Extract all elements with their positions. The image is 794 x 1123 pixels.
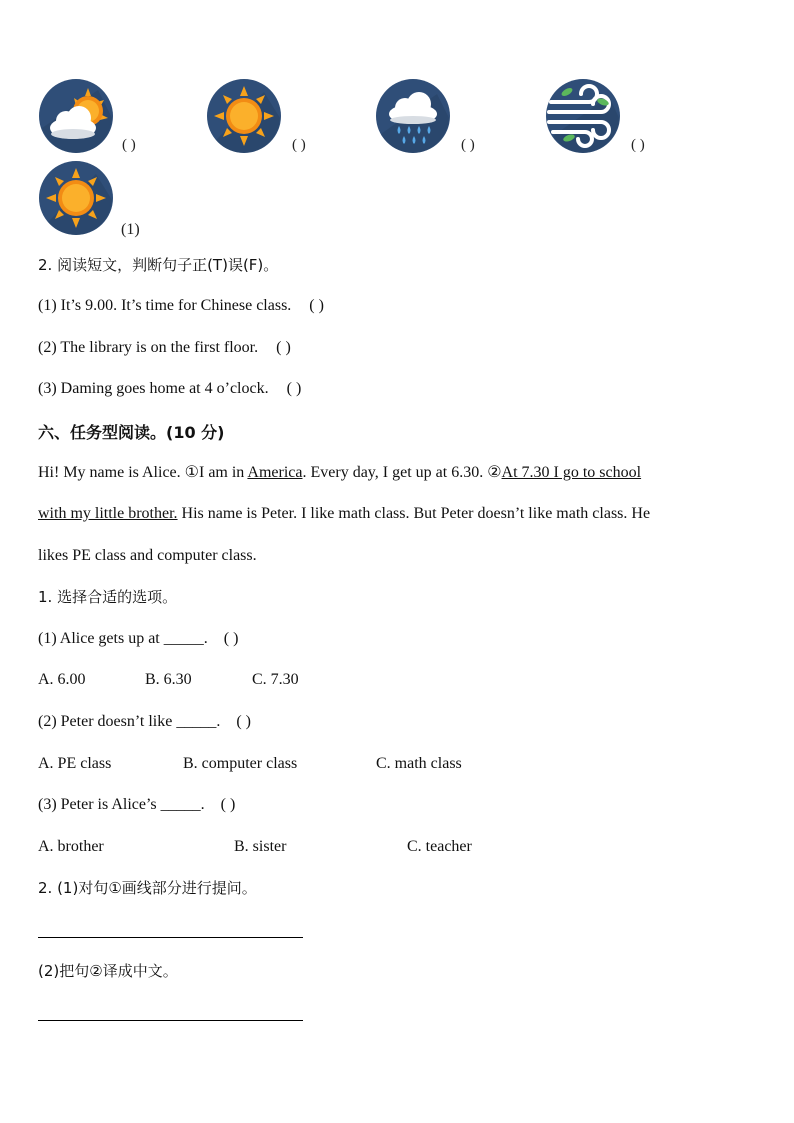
q2-2-prompt: (2)把句②译成中文。 (38, 962, 178, 980)
option-c[interactable]: C. 7.30 (252, 671, 299, 688)
passage-text: . Every day, I get up at 6.30. ② (302, 464, 502, 481)
statement-text: (2) The library is on the first floor. (38, 339, 259, 356)
option-b[interactable]: B. sister (234, 838, 287, 855)
passage-line-3: likes PE class and computer class. (38, 547, 257, 564)
passage-text: His name is Peter. I like math class. But Peter doesn’t like math class. He (177, 505, 651, 522)
question-3 (38, 795, 235, 815)
question-2 (38, 712, 251, 732)
sunny-icon (38, 160, 114, 236)
passage-line-1 (38, 463, 641, 483)
answer-blank[interactable]: ( ) (236, 713, 251, 730)
answer-blank[interactable]: ( ) (223, 630, 239, 647)
q2-title: 2. 阅读短文，判断句子正(T)误(F)。 (38, 256, 279, 274)
statement-2 (38, 338, 291, 358)
statement-text: (3) Daming goes home at 4 o’clock. (38, 380, 269, 397)
answer-blank[interactable]: ( ) (461, 137, 475, 153)
question-1 (38, 629, 238, 649)
option-c[interactable]: C. math class (376, 755, 462, 772)
section-heading: 六、任务型阅读。(10 分) (38, 423, 225, 442)
statement-1 (38, 296, 324, 316)
answer-label: (1) (121, 221, 140, 238)
rainy-icon (375, 78, 451, 154)
windy-icon (545, 78, 621, 154)
statement-3 (38, 379, 301, 399)
q1-title: 1. 选择合适的选项。 (38, 588, 178, 606)
option-b[interactable]: B. computer class (183, 755, 298, 772)
question-stem: (3) Peter is Alice’s _____. (38, 796, 205, 813)
answer-blank[interactable]: ( ) (122, 137, 136, 153)
underlined-text: with my little brother. (38, 505, 178, 522)
passage-line-2 (38, 504, 650, 524)
statement-text: (1) It’s 9.00. It’s time for Chinese class. (38, 297, 292, 314)
underlined-text: America (247, 464, 303, 481)
underlined-text: At 7.30 I go to school (501, 464, 642, 481)
question-stem: (1) Alice gets up at _____. (38, 630, 208, 647)
answer-blank[interactable]: ( ) (286, 380, 302, 397)
option-a[interactable]: A. PE class (38, 755, 112, 772)
option-b[interactable]: B. 6.30 (145, 671, 192, 688)
answer-blank[interactable]: ( ) (276, 339, 291, 356)
answer-line[interactable] (38, 1020, 303, 1021)
partly-cloudy-icon (38, 78, 114, 154)
question-stem: (2) Peter doesn’t like _____. (38, 713, 221, 730)
answer-line[interactable] (38, 937, 303, 938)
q2-1-prompt: 2. (1)对句①画线部分进行提问。 (38, 879, 257, 897)
answer-blank[interactable]: ( ) (220, 796, 236, 813)
answer-blank[interactable]: ( ) (292, 137, 306, 153)
answer-blank[interactable]: ( ) (309, 297, 324, 314)
option-c[interactable]: C. teacher (407, 838, 472, 855)
passage-text: Hi! My name is Alice. ①I am in (38, 464, 248, 481)
option-a[interactable]: A. 6.00 (38, 671, 86, 688)
sunny-icon (206, 78, 282, 154)
option-a[interactable]: A. brother (38, 838, 104, 855)
answer-blank[interactable]: ( ) (631, 137, 645, 153)
